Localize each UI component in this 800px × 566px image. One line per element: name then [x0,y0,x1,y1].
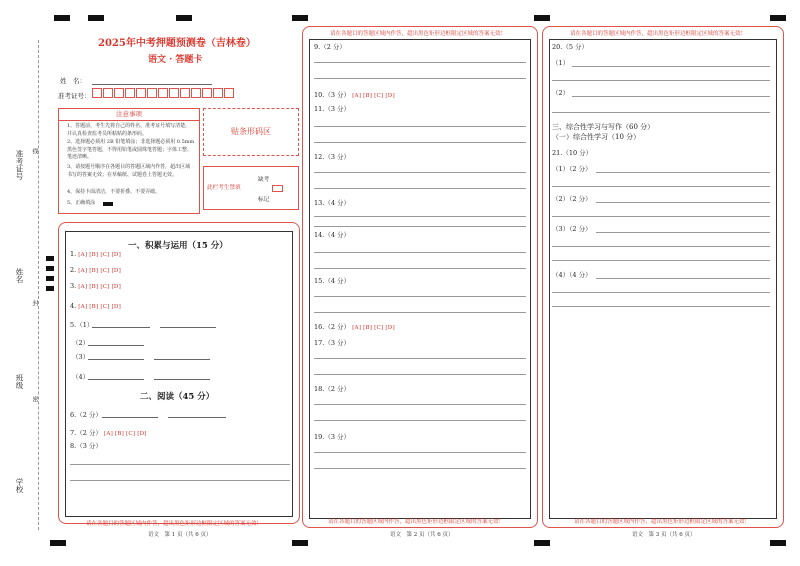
q5-3-answer-line[interactable] [154,359,210,360]
q6-answer-line[interactable] [102,417,158,418]
page2-footer: 语文 第 2 页（共 6 页） [390,532,454,538]
q21-1-answer-line[interactable] [552,186,770,187]
q8-label: 8.（3 分） [70,442,102,450]
q4-number: 4. [70,302,77,310]
section2-title: 二、阅读（45 分） [140,392,215,402]
q5-4-answer-line[interactable] [154,379,210,380]
section3-title: 三、综合性学习与写作（60 分） [552,123,655,131]
absent-mark-label: 标记 [258,197,270,203]
q10-options[interactable]: [A] [B] [C] [D] [352,93,395,99]
q21-label: 21.（10 分） [552,149,593,157]
q21-4-answer-line[interactable] [596,278,770,279]
q2-options[interactable]: [A] [B] [C] [D] [78,268,121,274]
q16-number: 16.（2 分） [314,323,351,331]
q15-label: 15.（4 分） [314,277,351,285]
alignment-mark [534,15,550,21]
q6-label: 6.（2 分） [70,411,102,419]
barcode-area [203,108,299,156]
q8-answer-line[interactable] [70,464,290,465]
q16-options[interactable]: [A] [B] [C] [D] [352,325,395,331]
exam-id-label: 准考证号： [58,92,91,100]
alignment-mark [46,266,54,271]
q19-answer-line[interactable] [314,468,526,469]
q4-options[interactable]: [A] [B] [C] [D] [78,304,121,310]
notice-item: 2、选择题必须用 2B 铅笔填涂；非选择题必须用 0.5mm 黑色签字笔答题，不得用铅笔或圆珠笔答题；字体工整、笔迹清晰。 [67,139,195,160]
q12-answer-line[interactable] [314,188,526,189]
q17-label: 17.（3 分） [314,339,351,347]
q5-1-answer-line[interactable] [160,327,216,328]
binding-line [38,40,39,530]
alignment-mark [770,15,786,21]
section3-subtitle: （一）综合性学习（10 分） [552,133,641,141]
page2-warning: 请在各题目的答题区域内作答，超出黑色矩形边框限定区域的答案无效！ [328,519,505,525]
q20-1-label: （1） [552,59,570,67]
alignment-mark [176,15,192,21]
seal-seal-label: 封 [31,300,38,306]
q1-number: 1. [70,250,77,258]
notice-box [58,108,200,214]
q5-3-answer-line[interactable] [88,359,144,360]
q11-answer-line[interactable] [314,126,526,127]
absent-label: 缺考 [258,177,270,183]
alignment-mark [50,540,66,546]
q4-label [70,302,121,310]
notice-item: 5、正确填涂 [67,200,96,206]
page1-footer: 语文 第 1 页（共 6 页） [148,532,212,538]
q7-number: 7.（2 分） [70,429,102,437]
alignment-mark [534,540,550,546]
name-label: 姓 名： [60,77,86,85]
q21-4-answer-line[interactable] [552,306,770,307]
q11-answer-line[interactable] [314,142,526,143]
page3-footer: 语文 第 3 页（共 6 页） [632,532,696,538]
q20-2-answer-line[interactable] [572,96,770,97]
page3-inner-frame [549,39,777,519]
notice-title: 注意事项 [59,109,199,121]
alignment-mark [88,15,104,21]
q21-4-answer-line[interactable] [552,292,770,293]
q14-answer-line[interactable] [314,252,526,253]
q10-label [314,90,395,99]
side-name-label: 姓名 [15,268,24,283]
q19-answer-line[interactable] [314,452,526,453]
alignment-mark [292,540,308,546]
q20-1-answer-line[interactable] [552,80,770,81]
q15-answer-line[interactable] [314,312,526,313]
q3-options[interactable]: [A] [B] [C] [D] [78,284,121,290]
side-exam-id-label: 准考证号 [15,150,24,180]
q6-answer-line[interactable] [168,417,226,418]
q5-3-label: （3） [72,353,90,361]
q20-2-label: （2） [552,89,570,97]
q3-number: 3. [70,282,77,290]
q5-2-answer-line[interactable] [88,345,144,346]
notice-item: 3、请按题号顺序在各题目的答题区域内作答，超出区域书写的答案无效；在草稿纸、试题卷上答题无效。 [67,164,191,178]
q13-label: 13.（4 分） [314,199,351,207]
page3-warning-top: 请在各题目的答题区域内作答，超出黑色矩形边框限定区域的答案无效！ [570,31,747,37]
side-class-label: 班级 [15,374,24,389]
alignment-mark [54,15,70,21]
alignment-mark [46,286,54,291]
q19-label: 19.（3 分） [314,433,351,441]
absent-checkbox[interactable] [272,185,283,192]
q12-label: 12.（3 分） [314,153,351,161]
q21-3-answer-line[interactable] [552,246,770,247]
exam-subtitle: 语文 · 答题卡 [148,55,203,65]
notice-item: 4、保持卡面清洁，不要折叠、不要弄破。 [67,189,161,195]
alignment-mark [46,276,54,281]
seal-line-label: 线 [31,148,38,154]
q21-1-label: （1）（2 分） [552,165,592,173]
q21-2-label: （2）（2 分） [552,195,592,203]
q5-2-label: （2） [72,339,90,347]
section1-title: 一、积累与运用（15 分） [128,241,228,251]
exam-title: 2025年中考押题预测卷（吉林卷） [98,38,256,49]
q2-number: 2. [70,266,77,274]
q1-options[interactable]: [A] [B] [C] [D] [78,252,121,258]
q10-number: 10.（3 分） [314,91,351,99]
q9-answer-line[interactable] [314,78,526,79]
q1-label [70,250,121,258]
q9-answer-line[interactable] [314,62,526,63]
notice-item: 1、答题前，考生先将自己的姓名、准考证号填写清楚，并认真检查监考员所粘贴的条形码。 [67,123,191,137]
q13-answer-line[interactable] [314,226,526,227]
q14-answer-line[interactable] [314,268,526,269]
q5-1-answer-line[interactable] [92,327,150,328]
alignment-mark [770,540,786,546]
q21-3-label: （3）（2 分） [552,225,592,233]
q2-label [70,266,121,274]
q20-label: 20.（5 分） [552,43,589,51]
q11-label: 11.（3 分） [314,105,351,113]
q14-label: 14.（4 分） [314,231,351,239]
page2-warning-top: 请在各题目的答题区域内作答，超出黑色矩形边框限定区域的答案无效！ [330,31,507,37]
alignment-mark [46,256,54,261]
page3-warning: 请在各题目的答题区域内作答，超出黑色矩形边框限定区域的答案无效！ [574,519,751,525]
q21-2-answer-line[interactable] [596,202,770,203]
q21-4-label: （4）（4 分） [552,271,592,279]
q12-answer-line[interactable] [314,172,526,173]
name-field[interactable] [92,84,212,85]
exam-id-cells[interactable] [92,88,235,98]
barcode-label: 贴条形码区 [231,127,271,136]
seal-secret-label: 密 [31,396,38,402]
q16-label [314,322,395,331]
q5-4-answer-line[interactable] [88,379,144,380]
q9-label: 9.（2 分） [314,43,346,51]
q18-label: 18.（2 分） [314,385,351,393]
q13-answer-line[interactable] [314,216,526,217]
absent-forbidden-label: 此栏考生禁填 [207,185,241,191]
q17-answer-line[interactable] [314,374,526,375]
q20-2-answer-line[interactable] [552,112,770,113]
q7-label [70,428,147,437]
q7-options[interactable]: [A] [B] [C] [D] [103,431,147,437]
absent-box [203,166,299,210]
q3-label [70,282,121,290]
q5-1-label: 5.（1） [70,321,94,329]
q15-answer-line[interactable] [314,296,526,297]
q5-4-label: （4） [72,373,90,381]
q18-answer-line[interactable] [314,420,526,421]
q21-3-answer-line[interactable] [552,260,770,261]
q17-answer-line[interactable] [314,358,526,359]
q8-answer-line[interactable] [70,480,290,481]
side-school-label: 学校 [15,478,24,493]
q20-1-answer-line[interactable] [572,66,770,67]
alignment-mark [292,15,308,21]
filled-bubble-sample [103,202,113,206]
q18-answer-line[interactable] [314,404,526,405]
q21-3-answer-line[interactable] [596,232,770,233]
q21-2-answer-line[interactable] [552,216,770,217]
q21-1-answer-line[interactable] [596,172,770,173]
page1-warning: 请在各题目的答题区域内作答，超出黑色矩形边框限定区域的答案无效！ [86,521,263,527]
